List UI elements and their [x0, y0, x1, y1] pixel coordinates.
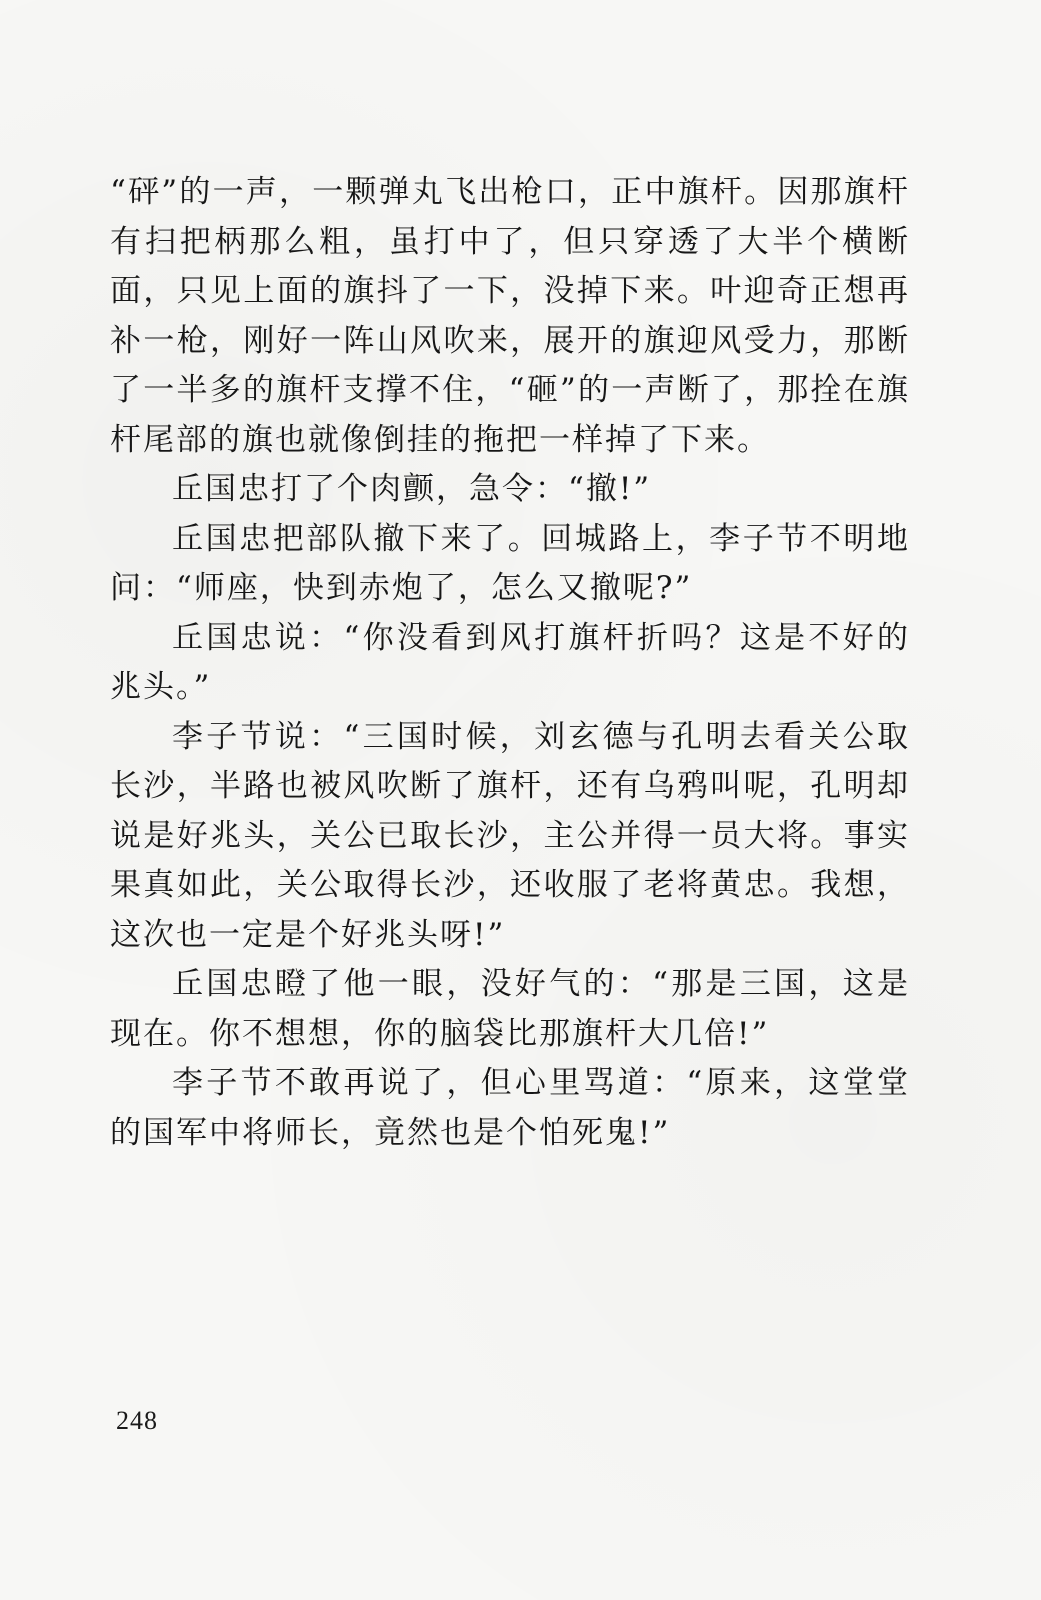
paragraph-4: 丘国忠说：“你没看到风打旗杆折吗？这是不好的兆头。”: [110, 619, 910, 705]
paragraph-2: 丘国忠打了个肉颤，急令：“撤!”: [172, 471, 652, 507]
paragraph-1: “砰”的一声，一颗弹丸飞出枪口，正中旗杆。因那旗杆有扫把柄那么粗，虽打中了，但只穿透了大半个横断面，只见上面的旗抖了一下，没掉下来。叶迎奇正想再补一枪，刚好一阵山风吹来，展开的旗迎风受力，那断了一半多的旗杆支撑不住，“砸”的一声断了，那拴在旗杆尾部的旗也就像倒挂的拖把一样掉了下来。: [110, 174, 910, 458]
paragraph-3: 丘国忠把部队撤下来了。回城路上，李子节不明地问：“师座，快到赤炮了，怎么又撤呢?”: [110, 520, 910, 606]
paragraph-6: 丘国忠瞪了他一眼，没好气的：“那是三国，这是现在。你不想想，你的脑袋比那旗杆大几倍!”: [110, 966, 910, 1052]
paragraph-5: 李子节说：“三国时候，刘玄德与孔明去看关公取长沙，半路也被风吹断了旗杆，还有乌鸦叫呢，孔明却说是好兆头，关公已取长沙，主公并得一员大将。事实果真如此，关公取得长沙，还收服了老将黄忠。我想，这次也一定是个好兆头呀!”: [110, 718, 910, 953]
paragraph-7: 李子节不敢再说了，但心里骂道：“原来，这堂堂的国军中将师长，竟然也是个怕死鬼!”: [110, 1065, 910, 1151]
body-text: [110, 168, 910, 1158]
page-number: 248: [116, 1406, 158, 1435]
